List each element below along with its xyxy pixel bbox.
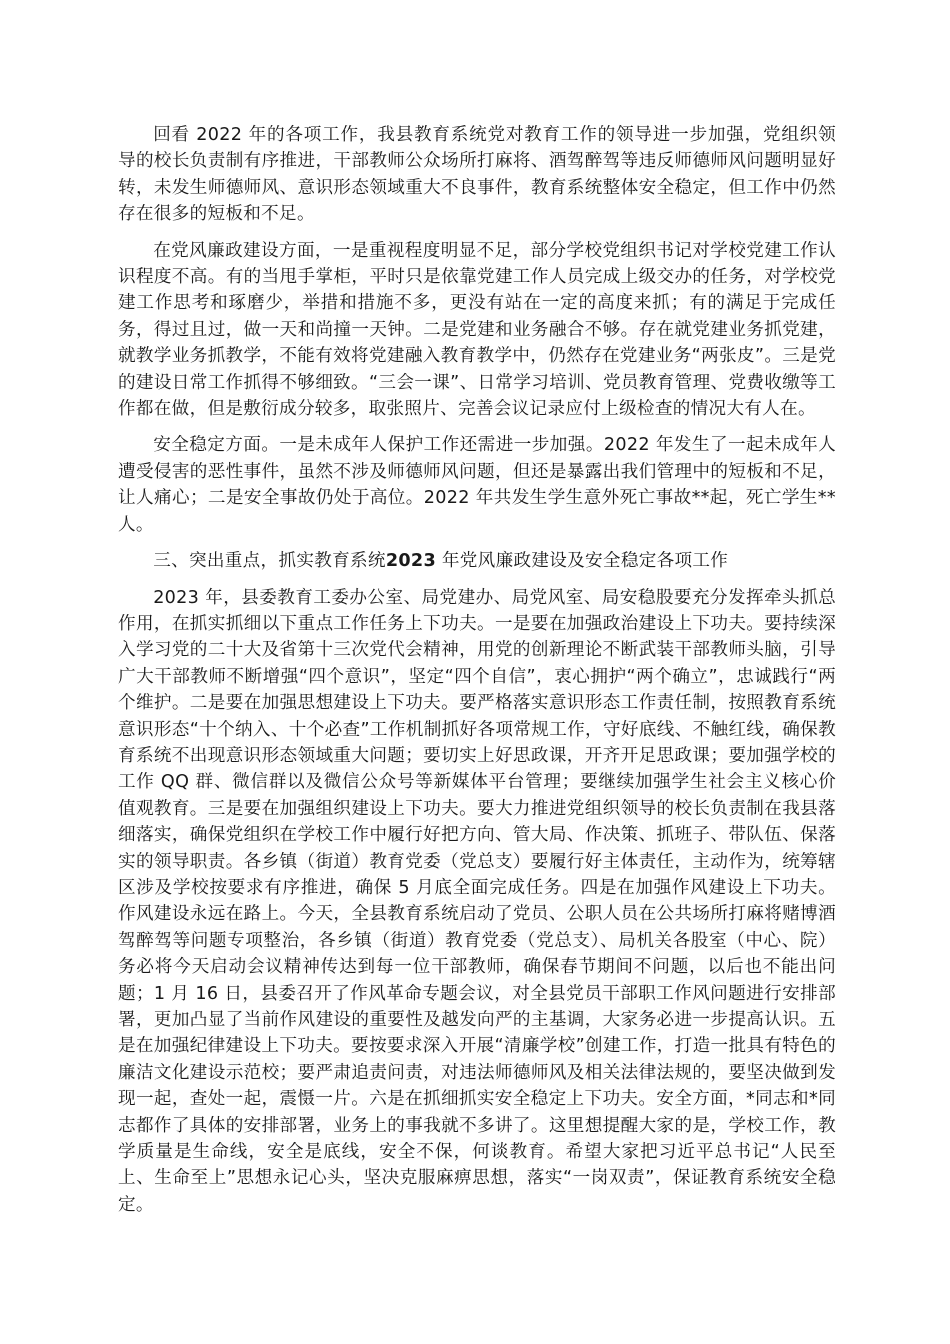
section-heading xyxy=(118,548,836,574)
paragraph-safety-stability: 安全稳定方面。一是未成年人保护工作还需进一步加强。2022 年发生了一起未成年人遭受侵害的恶性事件，虽然不涉及师德师风问题，但还是暴露出我们管理中的短板和不足，让人痛心；二是安全事故仍处于高位。2022 年共发生学生意外死亡事故**起，死亡学生**人。 xyxy=(118,435,836,535)
paragraph-2023-tasks: 2023 年，县委教育工委办公室、局党建办、局党风室、局安稳股要充分发挥牵头抓总作用，在抓实抓细以下重点工作任务上下功夫。一是要在加强政治建设上下功夫。要持续深入学习党的二十大及省第十三次党代会精神，用党的创新理论不断武装干部教师头脑，引导广大干部教师不断增强“四个意识”，坚定“四个自信”，衷心拥护“两个确立”，忠诚践行“两个维护。二是要在加强思想建设上下功夫。要严格落实意识形态工作责任制，按照教育系统意识形态“十个纳入、十个必查”工作机制抓好各项常规工作，守好底线、不触红线，确保教育系统不出现意识形态领域重大问题；要切实上好思政课，开齐开足思政课；要加强学校的工作 QQ 群、微信群以及微信公众号等新媒体平台管理；要继续加强学生社会主义核心价值观教育。三是要在加强组织建设上下功夫。要大力推进党组织领导的校长负责制在我县落细落实，确保党组织在学校工作中履行好把方向、管大局、作决策、抓班子、带队伍、保落实的领导职责。各乡镇（街道）教育党委（党总支）要履行好主体责任，主动作为，统筹辖区涉及学校按要求有序推进，确保 5 月底全面完成任务。四是在加强作风建设上下功夫。作风建设永远在路上。今天，全县教育系统启动了党员、公职人员在公共场所打麻将赌博酒驾醉驾等问题专项整治，各乡镇（街道）教育党委（党总支）、局机关各股室（中心、院）务必将今天启动会议精神传达到每一位干部教师，确保春节期间不问题，以后也不能出问题；1 月 16 日，县委召开了作风革命专题会议，对全县党员干部职工作风问题进行安排部署，更加凸显了当前作风建设的重要性及越发向严的主基调，大家务必进一步提高认识。五是在加强纪律建设上下功夫。要按要求深入开展“清廉学校”创建工作，打造一批具有特色的廉洁文化建设示范校；要严肃追责问责，对违法师德师风及相关法律法规的，要坚决做到发现一起，查处一起，震慑一片。六是在抓细抓实安全稳定上下功夫。安全方面，*同志和*同志都作了具体的安排部署，业务上的事我就不多讲了。这里想提醒大家的是，学校工作，教学质量是生命线，安全是底线，安全不保，何谈教育。希望大家把习近平总书记“人民至上、生命至上”思想永记心头，坚决克服麻痹思想，落实“一岗双责”，保证教育系统安全稳定。 xyxy=(118,587,836,1215)
document-body xyxy=(118,122,836,1228)
paragraph-review-2022: 回看 2022 年的各项工作，我县教育系统党对教育工作的领导进一步加强，党组织领导的校长负责制有序推进，干部教师公众场所打麻将、酒驾醉驾等违反师德师风问题明显好转，未发生师德师风、意识形态领域重大不良事件，教育系统整体安全稳定，但工作中仍然存在很多的短板和不足。 xyxy=(118,125,836,225)
section-heading-suffix: 年党风廉政建设及安全稳定各项工作 xyxy=(441,551,729,572)
paragraph-party-conduct: 在党风廉政建设方面，一是重视程度明显不足，部分学校党组织书记对学校党建工作认识程度不高。有的当甩手掌柜，平时只是依靠党建工作人员完成上级交办的任务，对学校党建工作思考和琢磨少，举措和措施不多，更没有站在一定的高度来抓；有的满足于完成任务，得过且过，做一天和尚撞一天钟。二是党建和业务融合不够。存在就党建业务抓党建，就教学业务抓教学，不能有效将党建融入教育教学中，仍然存在党建业务“两张皮”。三是党的建设日常工作抓得不够细致。“三会一课”、日常学习培训、党员教育管理、党费收缴等工作都在做，但是敷衍成分较多，取张照片、完善会议记录应付上级检查的情况大有人在。 xyxy=(118,240,836,420)
section-heading-year: 2023 xyxy=(385,551,436,572)
section-heading-prefix: 三、突出重点，抓实教育系统 xyxy=(153,551,386,572)
